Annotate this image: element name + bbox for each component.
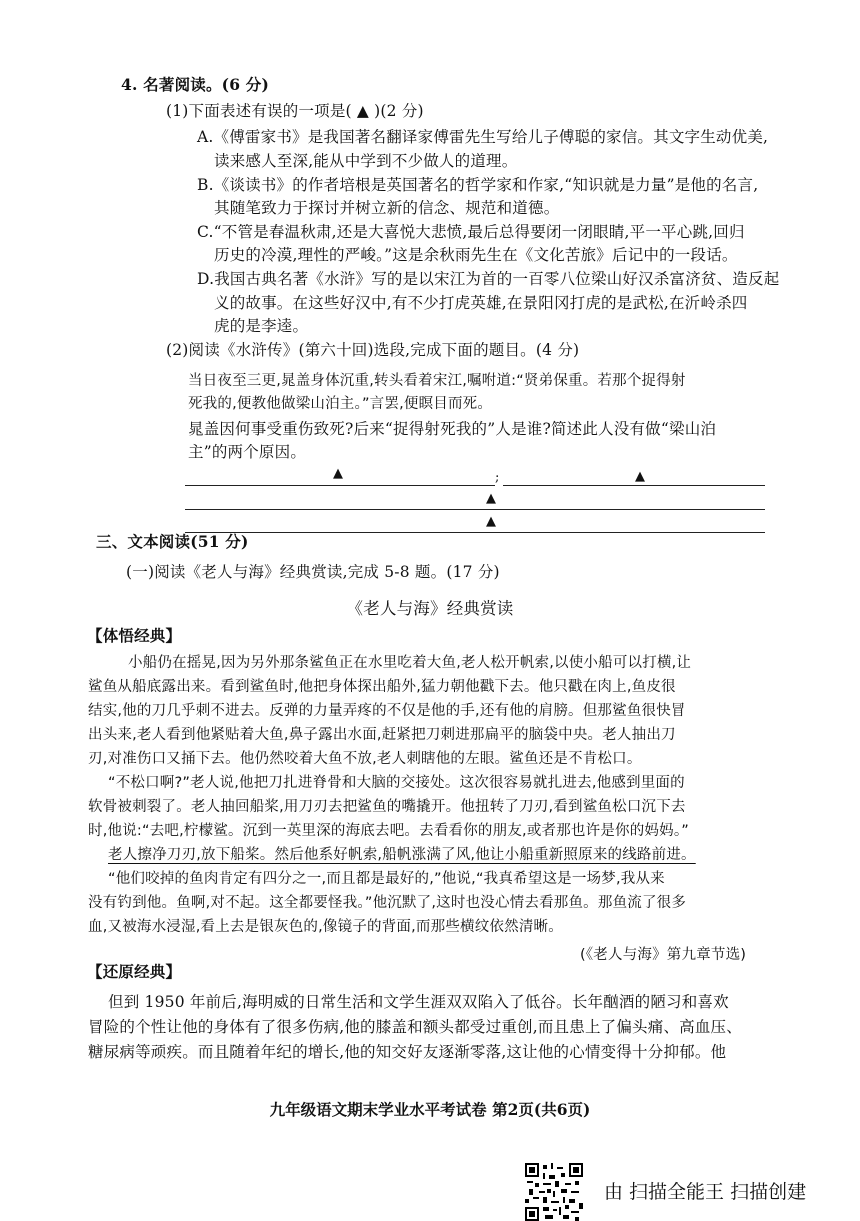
answer-mark-4: ▲ [486,514,496,529]
excerpt-line1: 当日夜至三更,晁盖身体沉重,转头看着宋江,嘱咐道:“贤弟保重。若那个捉得射 [188,373,686,389]
part1-line-7: 软骨被刺裂了。老人抽回船桨,用刀刃去把鲨鱼的嘴撬开。他扭转了刀刃,看到鲨鱼松口沉下去 [88,799,686,815]
part2-heading: 【还原经典】 [87,962,182,981]
part1-line-9-underlined: 老人擦净刀刃,放下船桨。然后他系好帆索,船帆涨满了风,他让小船重新照原来的线路前进。 [108,847,696,863]
option-d-line3: 虎的是李逵。 [214,317,309,335]
option-b-line1: B.《谈读书》的作者培根是英国著名的哲学家和作家,“知识就是力量”是他的名言, [197,176,759,194]
option-c-line1: C.“不管是春温秋肃,还是大喜悦大悲愤,最后总得要闭一闭眼睛,平一平心跳,回归 [197,223,745,241]
part1-line-5: 刃,对准伤口又捅下去。他仍然咬着大鱼不放,老人刺瞎他的左眼。鲨鱼还是不肯松口。 [88,751,642,767]
part1-source: (《老人与海》第九章节选) [580,947,747,963]
part1-line-8: 时,他说:“去吧,柠檬鲨。沉到一英里深的海底去吧。去看看你的朋友,或者那也许是你的妈妈。” [88,823,689,839]
excerpt-line2: 死我的,便教他做梁山泊主。”言罢,便瞑目而死。 [188,396,493,412]
question-line1: 晁盖因何事受重伤致死?后来“捉得射死我的”人是谁?简述此人没有做“梁山泊 [188,420,717,438]
answer-mark-3: ▲ [486,491,496,506]
part1-heading: 【体悟经典】 [87,626,182,645]
answer-line-1a[interactable] [185,485,495,486]
page-footer: 九年级语文期末学业水平考试卷 第2页(共6页) [269,1100,591,1119]
scanner-watermark: 由 扫描全能王 扫描创建 [604,1181,807,1203]
part2-line-2: 冒险的个性让他的身体有了很多伤病,他的膝盖和额头都受过重创,而且患上了偏头痛、高血压、 [88,1018,742,1036]
part1-line-12: 血,又被海水浸湿,看上去是银灰色的,像镜子的背面,而那些横纹依然清晰。 [88,919,563,935]
answer-line-3[interactable] [185,532,765,533]
option-c-line2: 历史的冷漠,理性的严峻。”这是余秋雨先生在《文化苦旅》后记中的一段话。 [214,246,738,264]
section3-title: 三、文本阅读(51 分) [96,532,249,551]
part2-line-1: 但到 1950 年前后,海明威的日常生活和文学生涯双双陷入了低谷。长年酗酒的陋习和喜欢 [108,993,729,1011]
part1-line-4: 出头来,老人看到他紧贴着大鱼,鼻子露出水面,赶紧把刀刺进那扁平的脑袋中央。老人抽出刀 [88,727,676,743]
q4-title: 4. 名著阅读。(6 分) [121,75,270,94]
part1-line-10: “他们咬掉的鱼肉肯定有四分之一,而且都是最好的,”他说,“我真希望这是一场梦,我从来 [108,871,665,887]
answer-line-1b[interactable] [503,485,765,486]
answer-mark-2: ▲ [635,469,645,484]
q4-sub1: (1)下面表述有误的一项是( ▲ )(2 分) [166,102,424,120]
option-a-line2: 读来感人至深,能从中学到不少做人的道理。 [214,152,518,170]
part2-line-3: 糖尿病等顽疾。而且随着年纪的增长,他的知交好友逐渐零落,这让他的心情变得十分抑郁。他 [88,1043,727,1061]
option-a-line1: A.《傅雷家书》是我国著名翻译家傅雷先生写给儿子傅聪的家信。其文字生动优美, [197,128,769,146]
part1-line-3: 结实,他的刀几乎刺不进去。反弹的力量弄疼的不仅是他的手,还有他的肩膀。但那鲨鱼很快冒 [88,703,686,719]
part1-line-11: 没有钓到他。鱼啊,对不起。这全都要怪我。”他沉默了,这时也没心情去看那鱼。那鱼流了很多 [88,895,687,911]
option-d-line2: 义的故事。在这些好汉中,有不少打虎英雄,在景阳冈打虎的是武松,在沂岭杀四 [214,294,748,312]
option-b-line2: 其随笔致力于探讨并树立新的信念、规范和道德。 [214,199,560,217]
part1-line-6: “不松口啊?”老人说,他把刀扎进脊骨和大脑的交接处。这次很容易就扎进去,他感到里面的 [108,775,685,791]
part1-line-2: 鲨鱼从船底露出来。看到鲨鱼时,他把身体探出船外,猛力朝他戳下去。他只戳在肉上,鱼皮很 [88,679,676,695]
answer-line-2[interactable] [185,509,765,510]
option-d-line1: D.我国古典名著《水浒》写的是以宋江为首的一百零八位梁山好汉杀富济贫、造反起 [197,270,780,288]
q4-sub2: (2)阅读《水浒传》(第六十回)选段,完成下面的题目。(4 分) [166,341,580,359]
qr-code-icon [525,1163,583,1221]
center-title: 《老人与海》经典赏读 [346,599,514,618]
question-line2: 主”的两个原因。 [188,443,307,461]
answer-separator: ; [495,470,500,485]
section3-sub1: (一)阅读《老人与海》经典赏读,完成 5-8 题。(17 分) [126,563,500,581]
answer-mark-1: ▲ [333,466,343,481]
part1-line-1: 小船仍在摇晃,因为另外那条鲨鱼正在水里吃着大鱼,老人松开帆索,以使小船可以打横,让 [128,655,692,671]
